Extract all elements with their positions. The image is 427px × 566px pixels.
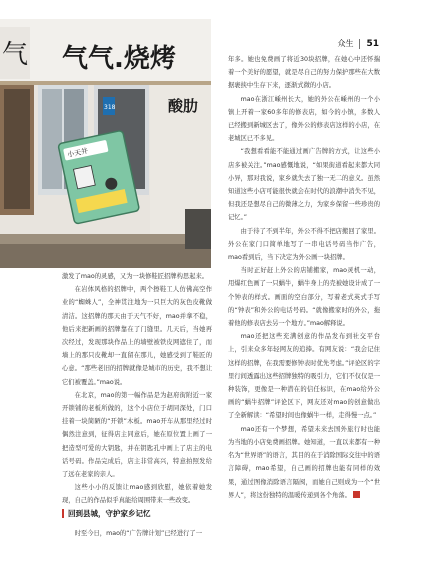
paragraph: “我想看看能不能通过画广告牌的方式，让这些小店多被关注。”mao感慨地说，“如果街道看起来都大同小异，那对我说，家乡就失去了独一无二的意义。虽然知道这些小店可能很快就会在时代的浪潮中消失不见，但我还是想尽自己的微薄之力，为家乡保留一些珍贵的记忆。” <box>228 148 380 222</box>
paragraph <box>228 423 380 502</box>
section-heading <box>62 508 212 519</box>
section-heading-text: 回到县城，守护家乡记忆 <box>68 509 151 518</box>
storefront-photo <box>0 19 211 268</box>
storefront-illustration <box>0 19 211 268</box>
paragraph: mao还把这些充满创意的作品发布到社交平台上，引来众多年轻网友的追捧。有网友说：“我会记住这样的招牌，在我需要修钟表时优先考虑。”评论区的字里行间透露出这些招牌独特的吸引力，它们不仅仅是一种装饰，更像是一种潜在的信任标识，在mao给外公画的“蜗牛招牌”评论区下，网友还对mao的创意做出了全新解读：“希望时间也像蜗牛一样，走得慢一点。” <box>228 333 380 420</box>
paragraph: 这些小小的反馈让mao感到欣慰，她依着她发现，自己的作品似乎真能给周围带来一些改变。 <box>62 484 212 505</box>
paragraph: 当时正好赶上外公的店铺搬家，mao灵机一动，用爆红色画了一只蜗牛，蜗牛身上的壳被她设计成了一个钟表的样式。画面的空白部分，写着老式英式手写的“钟表”和外公的电话号码。“就像搬家时的外公，拖着他的修表店去另一个地方。”mao解释说。 <box>228 267 380 328</box>
page-header <box>337 38 379 49</box>
room-number: 318 <box>104 104 116 111</box>
small-sign-text: 小天井 <box>66 146 89 160</box>
section-body <box>62 527 212 540</box>
header-divider <box>359 39 360 49</box>
paragraph-text: mao还有一个梦想，希望未来去国外旅行时也能为当地的小店免费画招牌。她知道，一直以来都有一种名为“世界语”的语言，其目的在于消除国际交往中的语言障碍，mao希望，自己画的招牌也能有同样的效果，通过图像消除语言隔阂，而她自己则成为一个“世界人”，将这份独特的温暖传递到各个角落。 <box>228 425 380 499</box>
left-column <box>62 270 212 508</box>
paragraph: 年多。她也免费画了将近30块招牌，在她心中还怀揣着一个美好的愿望，就是尽自己的努力保护那些在大数据裹挟中生存下来，逐渐式微的小店。 <box>228 56 380 90</box>
section-name: 众生 <box>337 39 354 48</box>
heading-accent-bar <box>62 509 64 518</box>
paragraph: 由于待了不到半年，外公不得不把店搬回了家里。外公在家门口简单地写了一串电话号码当作广告，mao看到后，当下决定为外公画一块招牌。 <box>228 227 380 262</box>
paragraph: 时至今日，mao的“广告牌计划”已经进行了一 <box>74 530 203 537</box>
paragraph: 在岩体风格的招牌中，两个擦鞋工人仿佛高空作业的“蜘蛛人”，全神贯注地为一只巨大的灰色皮靴做清洁。这招牌的那天由于天气不好，mao并拿不稳，他后来把新画的招牌靠在了门缝里。几天后，当她再次经过，发现那块作品上的墙壁被铁皮网遮住了，而墙上的那只皮靴却一直留在那儿，她感受到了鞋匠的心意。“那些老旧的招牌就像是城市的历史，我不想让它们被覆盖。”mao说。 <box>62 286 212 386</box>
paragraph: 激发了mao的灵感，又为一块修鞋匠招牌构思起来。 <box>62 273 209 280</box>
sign-text-top: 气气.烧烤 <box>62 44 176 74</box>
paragraph: mao在浙江嵊州长大，她的外公在嵊州的一个小镇上开着一家60多年的修表店，如今的小镇，多数人已经搬到新城区去了，像外公的修表店这样的小店，在老城区已不多见。 <box>228 95 380 143</box>
sign-text-left: 气 <box>2 40 29 70</box>
end-mark-icon: E <box>353 491 360 498</box>
sign-text-side: 酸肋 <box>168 97 199 115</box>
page-number: 51 <box>366 38 379 49</box>
right-column <box>228 53 380 502</box>
paragraph: 在北京，mao的第一幅作品是为赵府街附近一家开锁铺的老板所做的，这个小店位于胡同深处，门口挂着一块简陋的“开锁”木板。mao开车从那里经过时偶然注意到，征得店主同意后，她在原位置上画了一把造型可爱的大钥匙，并在钥匙孔中画上了店主的电话号码。作品完成后，店主非常高兴，特意拍照发给了远在老家的亲人。 <box>62 391 212 479</box>
